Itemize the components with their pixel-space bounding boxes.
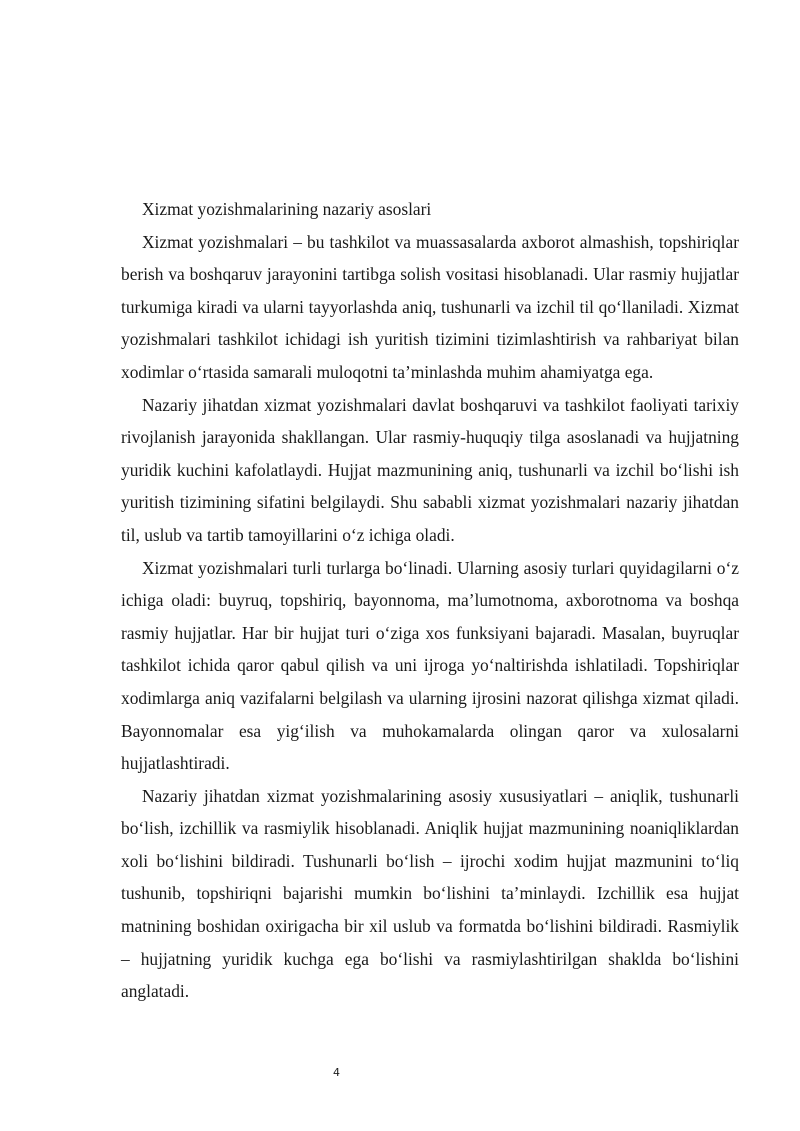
paragraph-theory: Nazariy jihatdan xizmat yozishmalari davlat boshqaruvi va tashkilot faoliyati tarixiy rivojlanish jarayonida shakllangan. Ular rasmiy-huquqiy tilga asoslanadi va hujjatning yuridik kuchini kafolatlaydi. Hujjat mazmunining aniq, tushunarli va izchil bo‘lishi ish yuritish tizimining sifatini belgilaydi. Shu sababli xizmat yozishmalari nazariy jihatdan til, uslub va tartib tamoyillarini o‘z ichiga oladi. xyxy=(121,394,739,545)
paragraph-types: Xizmat yozishmalari turli turlarga bo‘linadi. Ularning asosiy turlari quyidagilarni o‘z ichiga oladi: buyruq, topshiriq, bayonnoma, ma’lumotnoma, axborotnoma va boshqa rasmiy hujjatlar. Har bir hujjat turi o‘ziga xos funksiyani bajaradi. Masalan, buyruqlar tashkilot ichida qaror qabul qilish va uni ijroga yo‘naltirishda ishlatiladi. Topshiriqlar xodimlarga aniq vazifalarni belgilash va ularning ijrosini nazorat qilishga xizmat qiladi. Bayonnomalar esa yig‘ilish va muhokamalarda olingan qaror va xulosalarni hujjatlashtiradi. xyxy=(121,557,739,774)
page-number: 4 xyxy=(333,1066,340,1079)
paragraph-features: Nazariy jihatdan xizmat yozishmalarining asosiy xususiyatlari – aniqlik, tushunarli bo‘lish, izchillik va rasmiylik hisoblanadi. Aniqlik hujjat mazmunining noaniqliklardan xoli bo‘lishini bildiradi. Tushunarli bo‘lish – ijrochi xodim hujjat mazmunini to‘liq tushunib, topshiriqni bajarishi mumkin bo‘lishini ta’minlaydi. Izchillik esa hujjat matnining boshidan oxirigacha bir xil uslub va formatda bo‘lishini bildiradi. Rasmiylik – hujjatning yuridik kuchga ega bo‘lishi va rasmiylashtirilgan shaklda bo‘lishini anglatadi. xyxy=(121,785,739,1002)
paragraph-definition: Xizmat yozishmalari – bu tashkilot va muassasalarda axborot almashish, topshiriqlar berish va boshqaruv jarayonini tartibga solish vositasi hisoblanadi. Ular rasmiy hujjatlar turkumiga kiradi va ularni tayyorlashda aniq, tushunarli va izchil til qo‘llaniladi. Xizmat yozishmalari tashkilot ichidagi ish yuritish tizimini tizimlashtirish va rahbariyat bilan xodimlar o‘rtasida samarali muloqotni ta’minlashda muhim ahamiyatga ega. xyxy=(121,231,739,382)
document-body xyxy=(121,193,739,1008)
section-heading: Xizmat yozishmalarining nazariy asoslari xyxy=(142,199,432,219)
